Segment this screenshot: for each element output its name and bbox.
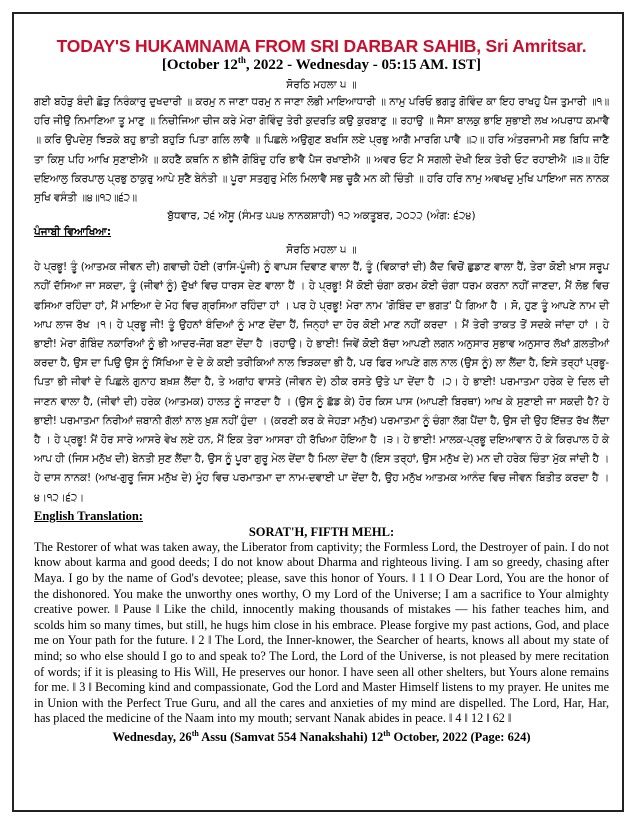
page-frame xyxy=(12,12,624,812)
header-date-sup: th xyxy=(237,55,246,65)
english-date-footer xyxy=(34,729,609,746)
footer-sup1: th xyxy=(191,728,199,738)
footer-part1: Wednesday, 26 xyxy=(112,729,192,744)
header-date-prefix: [October 12 xyxy=(161,57,238,73)
english-heading: SORAT'H, FIFTH MEHL: xyxy=(248,524,395,539)
punjabi-translation-text: ਹੇ ਪ੍ਰਭੂ! ਤੂੰ (ਆਤਮਕ ਜੀਵਨ ਦੀ) ਗਵਾਚੀ ਹੋਈ (ਰਾਸਿ-ਪੂੰਜੀ) ਨੂੰ ਵਾਪਸ ਦਿਵਾਣ ਵਾਲਾ ਹੈਂ, ਤੂੰ (ਵਿਕਾਰਾਂ ਦੀ) ਕੈਦ ਵਿਚੋਂ ਛੁਡਾਣ ਵਾਲਾ ਹੈਂ, ਤੇਰਾ ਕੋਈ ਖ਼ਾਸ ਸਰੂਪ ਨਹੀਂ ਦੱਸਿਆ ਜਾ ਸਕਦਾ, ਤੂੰ (ਜੀਵਾਂ ਨੂੰ) ਦੁੱਖਾਂ ਵਿਚ ਧਾਰਸ ਦੇਣ ਵਾਲਾ ਹੈਂ । ਹੇ ਪ੍ਰਭੂ! ਮੈਂ ਕੋਈ ਚੰਗਾ ਕਰਮ ਕੋਈ ਚੰਗਾ ਧਰਮ ਕਰਨਾ ਨਹੀਂ ਜਾਣਦਾ, ਮੈਂ ਲੋਭ ਵਿਚ ਫਸਿਆ ਰਹਿੰਦਾ ਹਾਂ, ਮੈਂ ਮਾਇਆ ਦੇ ਮੋਹ ਵਿਚ ਗ੍ਰਸਿਆ ਰਹਿੰਦਾ ਹਾਂ । ਪਰ ਹੇ ਪ੍ਰਭੂ! ਮੇਰਾ ਨਾਮ 'ਗੋਬਿੰਦ ਦਾ ਭਗਤ' ਪੈ ਗਿਆ ਹੈ । ਸੋ, ਹੁਣ ਤੂੰ ਆਪਣੇ ਨਾਮ ਦੀ ਆਪ ਲਾਜ ਰੱਖ ।੧। ਹੇ ਪ੍ਰਭੂ ਜੀ! ਤੂੰ ਉਹਨਾਂ ਬੰਦਿਆਂ ਨੂੰ ਮਾਣ ਦੇਂਦਾ ਹੈਂ, ਜਿਨ੍ਹਾਂ ਦਾ ਹੋਰ ਕੋਈ ਮਾਣ ਨਹੀਂ ਕਰਦਾ । ਮੈਂ ਤੇਰੀ ਤਾਕਤ ਤੋਂ ਸਦਕੇ ਜਾਂਦਾ ਹਾਂ । ਹੇ ਭਾਈ! ਮੇਰਾ ਗੋਬਿੰਦ ਨਕਾਰਿਆਂ ਨੂੰ ਭੀ ਆਦਰ-ਜੋਗ ਬਣਾ ਦੇਂਦਾ ਹੈ ।ਰਹਾਉ। ਹੇ ਭਾਈ! ਜਿਵੇਂ ਕੋਈ ਬੱਚਾ ਆਪਣੀ ਲਗਨ ਅਨੁਸਾਰ ਸੁਭਾਵ ਅਨੁਸਾਰ ਲੱਖਾਂ ਗ਼ਲਤੀਆਂ ਕਰਦਾ ਹੈ, ਉਸ ਦਾ ਪਿਉ ਉਸ ਨੂੰ ਸਿੱਖਿਆ ਦੇ ਦੇ ਕੇ ਕਈ ਤਰੀਕਿਆਂ ਨਾਲ ਝਿੜਕਦਾ ਭੀ ਹੈ, ਪਰ ਫਿਰ ਆਪਣੇ ਗਲ ਨਾਲ (ਉਸ ਨੂੰ) ਲਾ ਲੈਂਦਾ ਹੈ, ਇਸੇ ਤਰ੍ਹਾਂ ਪ੍ਰਭੂ-ਪਿਤਾ ਭੀ ਜੀਵਾਂ ਦੇ ਪਿਛਲੇ ਗੁਨਾਹ ਬਖ਼ਸ਼ ਲੈਂਦਾ ਹੈ, ਤੇ ਅਗਾਂਹ ਵਾਸਤੇ (ਜੀਵਨ ਦੇ) ਠੀਕ ਰਸਤੇ ਉਤੇ ਪਾ ਦੇਂਦਾ ਹੈ ।੨। ਹੇ ਭਾਈ! ਪਰਮਾਤਮਾ ਹਰੇਕ ਦੇ ਦਿਲ ਦੀ ਜਾਣਨ ਵਾਲਾ ਹੈ, (ਜੀਵਾਂ ਦੀ) ਹਰੇਕ (ਆਤਮਕ) ਹਾਲਤ ਨੂੰ ਜਾਣਦਾ ਹੈ । (ਉਸ ਨੂੰ ਛੱਡ ਕੇ) ਹੋਰ ਕਿਸ ਪਾਸ (ਆਪਣੀ ਬਿਰਥਾ) ਆਖ ਕੇ ਸੁਣਾਈ ਜਾ ਸਕਦੀ ਹੈ? ਹੇ ਭਾਈ! ਪਰਮਾਤਮਾ ਨਿਰੀਆਂ ਜ਼ਬਾਨੀ ਗੱਲਾਂ ਨਾਲ ਖ਼ੁਸ਼ ਨਹੀਂ ਹੁੰਦਾ । (ਕਰਣੀ ਕਰ ਕੇ ਜੇਹੜਾ ਮਨੁੱਖ) ਪਰਮਾਤਮਾ ਨੂੰ ਚੰਗਾ ਲੱਗ ਪੈਂਦਾ ਹੈ, ਉਸ ਦੀ ਉਹ ਇੱਜ਼ਤ ਰੱਖ ਲੈਂਦਾ ਹੈ । ਹੇ ਪ੍ਰਭੂ! ਮੈਂ ਹੋਰ ਸਾਰੇ ਆਸਰੇ ਵੇਖ ਲਏ ਹਨ, ਮੈਂ ਇਕ ਤੇਰਾ ਆਸਰਾ ਹੀ ਰੱਖਿਆ ਹੋਇਆ ਹੈ ।੩। ਹੇ ਭਾਈ! ਮਾਲਕ-ਪ੍ਰਭੂ ਦਇਆਵਾਨ ਹੋ ਕੇ ਕਿਰਪਾਲ ਹੋ ਕੇ ਆਪ ਹੀ (ਜਿਸ ਮਨੁੱਖ ਦੀ) ਬੇਨਤੀ ਸੁਣ ਲੈਂਦਾ ਹੈ, ਉਸ ਨੂੰ ਪੂਰਾ ਗੁਰੂ ਮੇਲ ਦੇਂਦਾ ਹੈ ਮਿਲਾ ਦੇਂਦਾ ਹੈ (ਇਸ ਤਰ੍ਹਾਂ, ਉਸ ਮਨੁੱਖ ਦੇ) ਮਨ ਦੀ ਹਰੇਕ ਚਿੰਤਾ ਮੁੱਕ ਜਾਂਦੀ ਹੈ । ਹੇ ਦਾਸ ਨਾਨਕ! (ਆਖ-ਗੁਰੂ ਜਿਸ ਮਨੁੱਖ ਦੇ) ਮੂੰਹ ਵਿਚ ਪਰਮਾਤਮਾ ਦਾ ਨਾਮ-ਦਵਾਈ ਪਾ ਦੇਂਦਾ ਹੈ, ਉਹ ਮਨੁੱਖ ਆਤਮਕ ਆਨੰਦ ਵਿਚ ਜੀਵਨ ਬਿਤੀਤ ਕਰਦਾ ਹੈ ।੪।੧੨।੬੨। xyxy=(34,261,609,504)
gurmukhi-text: ਗਈ ਬਹੋੜੁ ਬੰਦੀ ਛੋੜੁ ਨਿਰੰਕਾਰੁ ਦੁਖਦਾਰੀ ॥ ਕਰਮੁ ਨ ਜਾਣਾ ਧਰਮੁ ਨ ਜਾਣਾ ਲੋਭੀ ਮਾਇਆਧਾਰੀ ॥ ਨਾਮੁ ਪਰਿਓ ਭਗਤੁ ਗੋਵਿੰਦ ਕਾ ਇਹ ਰਾਖਹੁ ਪੈਜ ਤੁਮਾਰੀ ॥੧॥ ਹਰਿ ਜੀਉ ਨਿਮਾਣਿਆ ਤੂ ਮਾਣੁ ॥ ਨਿਚੀਜਿਆ ਚੀਜ ਕਰੇ ਮੇਰਾ ਗੋਵਿੰਦੁ ਤੇਰੀ ਕੁਦਰਤਿ ਕਉ ਕੁਰਬਾਣੁ ॥ ਰਹਾਉ ॥ ਜੈਸਾ ਬਾਲਕੁ ਭਾਇ ਸੁਭਾਈ ਲਖ ਅਪਰਾਧ ਕਮਾਵੈ ॥ ਕਰਿ ਉਪਦੇਸੁ ਝਿੜਕੇ ਬਹੁ ਭਾਤੀ ਬਹੁੜਿ ਪਿਤਾ ਗਲਿ ਲਾਵੈ ॥ ਪਿਛਲੇ ਅਉਗੁਣ ਬਖਸਿ ਲਏ ਪ੍ਰਭੁ ਆਗੈ ਮਾਰਗਿ ਪਾਵੈ ॥੨॥ ਹਰਿ ਅੰਤਰਜਾਮੀ ਸਭ ਬਿਧਿ ਜਾਣੈ ਤਾ ਕਿਸੁ ਪਹਿ ਆਖਿ ਸੁਣਾਈਐ ॥ ਕਹਣੈ ਕਥਨਿ ਨ ਭੀਜੈ ਗੋਬਿੰਦੁ ਹਰਿ ਭਾਵੈ ਪੈਜ ਰਖਾਈਐ ॥ ਅਵਰ ਓਟ ਮੈ ਸਗਲੀ ਦੇਖੀ ਇਕ ਤੇਰੀ ਓਟ ਰਹਾਈਐ ॥੩॥ ਹੋਇ ਦਇਆਲੁ ਕਿਰਪਾਲੁ ਪ੍ਰਭੁ ਠਾਕੁਰੁ ਆਪੇ ਸੁਣੈ ਬੇਨੰਤੀ ॥ ਪੂਰਾ ਸਤਗੁਰੁ ਮੇਲਿ ਮਿਲਾਵੈ ਸਭ ਚੂਕੈ ਮਨ ਕੀ ਚਿੰਤੀ ॥ ਹਰਿ ਹਰਿ ਨਾਮੁ ਅਵਖਦੁ ਮੁਖਿ ਪਾਇਆ ਜਨ ਨਾਨਕ ਸੁਖਿ ਵਸੰਤੀ ॥੪॥੧੨॥੬੨॥ xyxy=(34,96,609,205)
page-content xyxy=(34,36,609,746)
english-translation-label: English Translation: xyxy=(34,508,143,523)
header-date xyxy=(34,56,609,75)
footer-part3: October, 2022 (Page: 624) xyxy=(390,729,531,744)
punjabi-translation-label: ਪੰਜਾਬੀ ਵਿਆਖਿਆ: xyxy=(34,226,112,239)
gurmukhi-heading: ਸੋਰਠਿ ਮਹਲਾ ੫ ॥ xyxy=(286,79,357,91)
footer-sup2: th xyxy=(383,728,391,738)
punjabi-heading: ਸੋਰਠਿ ਮਹਲਾ ੫ ॥ xyxy=(286,244,357,257)
page-title: TODAY'S HUKAMNAMA FROM SRI DARBAR SAHIB, Sri Amritsar. xyxy=(56,36,587,56)
english-translation-text: The Restorer of what was taken away, the Liberator from captivity; the Formless Lord, the Destroyer of pain. I do not know about karma and good deeds; I do not know about Dharma and righteous living. I am so greedy, chasing after Maya. I go by the name of God's devotee; please, save this honor of Yours. ‖ 1 ‖ O Dear Lord, You are the honor of the dishonored. You make the unworthy ones worthy, O my Lord of the Universe; I am a sacrifice to Your almighty creative power. ‖ Pause ‖ Like the child, innocently making thousands of mistakes — his father teaches him, and scolds him so many times, but still, he hugs him close in his embrace. Please forgive my past actions, God, and place me on Your path for the future. ‖ 2 ‖ The Lord, the Inner-knower, the Searcher of hearts, knows all about my state of mind; so who else should I go to and speak to? The Lord, the Lord of the Universe, is not pleased by mere recitation of words; if it is pleasing to His Will, He preserves our honor. I have seen all other shelters, but Yours alone remains for me. ‖ 3 ‖ Becoming kind and compassionate, God the Lord and Master Himself listens to my prayer. He unites me in Union with the Perfect True Guru, and all the cares and anxieties of my mind are dispelled. The Lord, Har, Har, has placed the medicine of the Naam into my mouth; servant Nanak abides in peace. ‖ 4 ‖ 12 ‖ 62 ‖ xyxy=(34,539,609,726)
gurmukhi-date-line: ਬੁੱਧਵਾਰ, ੨੬ ਅੱਸੂ (ਸੰਮਤ ੫੫੪ ਨਾਨਕਸ਼ਾਹੀ) ੧੨ ਅਕਤੂਬਰ, ੨੦੨੨ (ਅੰਗ: ੬੨੪) xyxy=(167,210,476,223)
footer-part2: Assu (Samvat 554 Nanakshahi) 12 xyxy=(198,729,384,744)
header-date-suffix: , 2022 - Wednesday - 05:15 AM. IST] xyxy=(245,57,482,73)
